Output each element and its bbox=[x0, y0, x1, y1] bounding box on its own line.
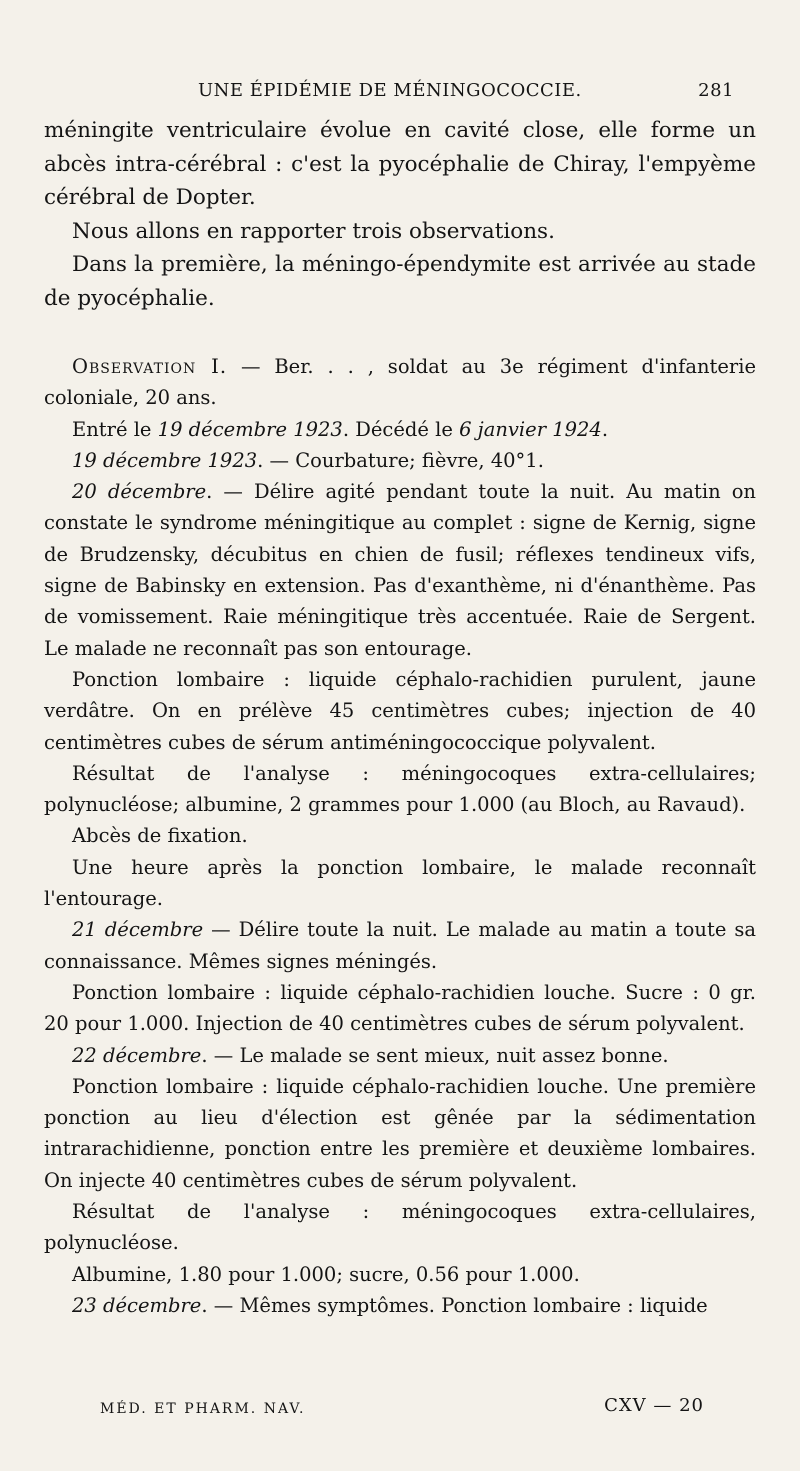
observation-subject: — Ber. . . , soldat au 3e régiment d'infanterie coloniale, 20 ans. bbox=[44, 355, 757, 410]
intro-paragraph: Nous allons en rapporter trois observations. bbox=[72, 218, 555, 244]
page-footer bbox=[100, 1395, 704, 1425]
entry-date: 21 décembre bbox=[72, 918, 204, 942]
death-prefix: . Décédé le bbox=[342, 417, 460, 441]
paragraph: Une heure après la ponction lombaire, le malade reconnaît l'entourage. bbox=[44, 855, 756, 911]
entry-19-dec bbox=[44, 445, 756, 476]
admission-line bbox=[44, 414, 756, 445]
observation-heading: Observation I. bbox=[72, 355, 228, 378]
paragraph: Ponction lombaire : liquide céphalo-rachidien louche. Sucre : 0 gr. 20 pour 1.000. Injection de 40 centimètres cubes de sérum polyvalent. bbox=[44, 980, 756, 1036]
intro-paragraph: Dans la première, la méningo-épendymite est arrivée au stade de pyocéphalie. bbox=[44, 252, 756, 311]
page-number: 281 bbox=[698, 80, 734, 101]
footer-folio: CXV — 20 bbox=[604, 1395, 704, 1416]
admission-prefix: Entré le bbox=[72, 417, 158, 441]
entry-22-dec bbox=[44, 1040, 756, 1071]
entry-date: 19 décembre 1923 bbox=[72, 448, 258, 472]
entry-text: . — Délire agité pendant toute la nuit. Au matin on constate le syndrome méningitique au complet : signe de Kernig, signe de Brudzensky, décubitus en chien de fusil; réflexes tendineux vifs, signe de Babinsky en extension. Pas d'exanthème, ni d'énanthème. Pas de vomissement. Raie méningitique très accentuée. Raie de Sergent. Le malade ne reconnaît pas son entourage. bbox=[44, 480, 756, 660]
paragraph: Résultat de l'analyse : méningocoques extra-cellulaires; polynucléose; albumine, 2 grammes pour 1.000 (au Bloch, au Ravaud). bbox=[44, 761, 756, 817]
entry-date: 22 décembre bbox=[72, 1043, 202, 1067]
entry-text: . — Le malade se sent mieux, nuit assez bonne. bbox=[201, 1043, 669, 1067]
entry-text: . — Mêmes symptômes. Ponction lombaire : liquide bbox=[201, 1293, 708, 1317]
footer-signature: MÉD. ET PHARM. NAV. bbox=[100, 1401, 306, 1417]
entry-23-dec bbox=[44, 1290, 756, 1321]
death-date: 6 janvier 1924 bbox=[459, 417, 602, 441]
intro-paragraph: méningite ventriculaire évolue en cavité close, elle forme un abcès intra-cérébral : c'est la pyocéphalie de Chiray, l'empyème cérébral de Dopter. bbox=[44, 118, 756, 210]
paragraph: Albumine, 1.80 pour 1.000; sucre, 0.56 pour 1.000. bbox=[72, 1262, 580, 1286]
observation-heading-line bbox=[44, 351, 756, 414]
entry-text: . — Courbature; fièvre, 40°1. bbox=[257, 448, 544, 472]
header-title: UNE ÉPIDÉMIE DE MÉNINGOCOCCIE. bbox=[198, 80, 582, 101]
paragraph: Résultat de l'analyse : méningocoques extra-cellulaires, polynucléose. bbox=[44, 1200, 756, 1255]
entry-text: — Délire toute la nuit. Le malade au matin a toute sa connaissance. Mêmes signes méningés. bbox=[44, 918, 756, 973]
entry-20-dec bbox=[44, 476, 756, 664]
entry-21-dec bbox=[44, 914, 756, 977]
paragraph: Abcès de fixation. bbox=[72, 824, 248, 848]
admission-end: . bbox=[601, 417, 609, 441]
entry-date: 20 décembre bbox=[72, 480, 207, 504]
entry-date: 23 décembre bbox=[72, 1293, 202, 1317]
paragraph: Ponction lombaire : liquide céphalo-rachidien purulent, jaune verdâtre. On en prélève 45 centimètres cubes; injection de 40 centimètres cubes de sérum antiméningococcique polyvalent. bbox=[44, 667, 756, 754]
paragraph: Ponction lombaire : liquide céphalo-rachidien louche. Une première ponction au lieu d'élection est gênée par la sédimentation intrarachidienne, ponction entre les première et deuxième lombaires. On injecte 40 centimètres cubes de sérum polyvalent. bbox=[44, 1074, 756, 1192]
admission-date: 19 décembre 1923 bbox=[157, 417, 343, 441]
page-body bbox=[44, 114, 756, 1321]
running-header bbox=[48, 76, 748, 108]
